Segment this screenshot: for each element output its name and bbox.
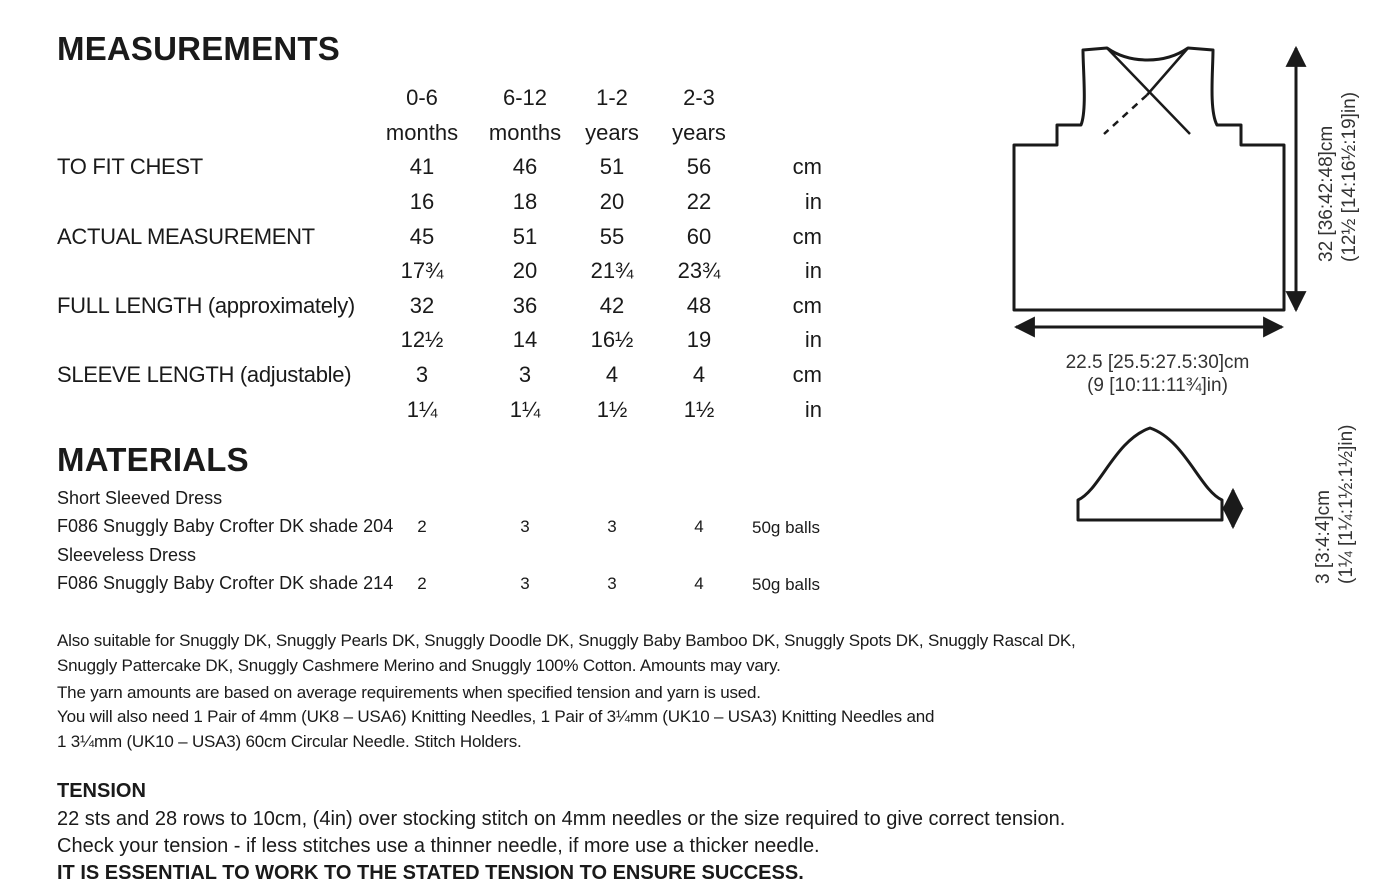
cell-unit: cm	[792, 224, 822, 249]
cell-value: 1¼	[406, 397, 438, 422]
cell-value: 1½	[596, 397, 628, 422]
body-length-label	[1316, 92, 1362, 262]
dress-body-outline	[1014, 48, 1284, 310]
cell-value: 41	[409, 154, 435, 179]
body-width-cm: 22.5 [25.5:27.5:30]cm	[1065, 352, 1250, 373]
material-label: Short Sleeved Dress	[57, 488, 223, 508]
sleeve-length-cm: 3 [3:4:4]cm	[1313, 490, 1334, 584]
body-width-label	[1040, 352, 1275, 398]
row-label: TO FIT CHEST	[57, 154, 203, 179]
cell-value: 36	[512, 293, 538, 318]
note-line: Snuggly Pattercake DK, Snuggly Cashmere Merino and Snuggly 100% Cotton. Amounts may vary.	[57, 656, 781, 675]
tension-emphasis: IT IS ESSENTIAL TO WORK TO THE STATED TENSION TO ENSURE SUCCESS.	[57, 862, 804, 884]
note-line: The yarn amounts are based on average requirements when specified tension and yarn is used.	[57, 683, 761, 702]
cell-value: 45	[409, 224, 435, 249]
cell-value: 16½	[590, 327, 634, 352]
neck-crossover-line	[1147, 48, 1188, 95]
material-label: F086 Snuggly Baby Crofter DK shade 214	[57, 573, 394, 593]
note-line: Also suitable for Snuggly DK, Snuggly Pearls DK, Snuggly Doodle DK, Snuggly Baby Bamboo DK, Snuggly Spots DK, Snuggly Rascal DK,	[57, 631, 1076, 650]
cell-unit: in	[804, 189, 822, 214]
measurements-heading: MEASUREMENTS	[57, 30, 340, 67]
cell-value: 20	[599, 189, 625, 214]
row-label: FULL LENGTH (approximately)	[57, 293, 355, 318]
cell-value: 16	[409, 189, 435, 214]
cell-unit: cm	[792, 362, 822, 387]
size-header-bottom: years	[585, 120, 639, 145]
material-qty: 4	[694, 574, 704, 593]
cell-value: 42	[599, 293, 625, 318]
size-header-top: 6-12	[502, 85, 548, 110]
cell-unit: cm	[792, 154, 822, 179]
material-label: Sleeveless Dress	[57, 545, 197, 565]
row-label: SLEEVE LENGTH (adjustable)	[57, 362, 352, 387]
cell-value: 51	[599, 154, 625, 179]
cell-value: 23¾	[677, 258, 721, 283]
cell-unit: in	[804, 327, 822, 352]
size-header-bottom: months	[488, 120, 562, 145]
neck-crossover-dashed	[1104, 95, 1147, 134]
material-unit: 50g balls	[752, 518, 821, 537]
cell-value: 14	[512, 327, 538, 352]
material-qty: 2	[417, 517, 427, 536]
cell-unit: in	[804, 397, 822, 422]
cell-value: 48	[686, 293, 712, 318]
note-line: You will also need 1 Pair of 4mm (UK8 – USA6) Knitting Needles, 1 Pair of 3¼mm (UK10 – USA3) Knitting Needles and	[57, 707, 935, 726]
body-width-in: (9 [10:11:11¾]in)	[1087, 374, 1228, 396]
cell-value: 51	[512, 224, 538, 249]
cell-value: 1¼	[509, 397, 541, 422]
material-qty: 3	[520, 517, 530, 536]
size-header-top: 2-3	[683, 85, 715, 110]
cell-unit: in	[804, 258, 822, 283]
material-qty: 4	[694, 517, 704, 536]
cell-value: 60	[686, 224, 712, 249]
cell-value: 18	[512, 189, 538, 214]
cell-value: 19	[686, 327, 712, 352]
cell-unit: cm	[792, 293, 822, 318]
cell-value: 1½	[683, 397, 715, 422]
size-header-bottom: months	[385, 120, 459, 145]
cell-value: 46	[512, 154, 538, 179]
cell-value: 3	[518, 362, 532, 387]
size-header-top: 0-6	[406, 85, 438, 110]
material-unit: 50g balls	[752, 575, 821, 594]
cell-value: 56	[686, 154, 712, 179]
material-qty: 3	[607, 574, 617, 593]
cell-value: 32	[409, 293, 435, 318]
row-label: ACTUAL MEASUREMENT	[57, 224, 315, 249]
cell-value: 3	[415, 362, 429, 387]
body-length-in: (12½ [14:16½:19]in)	[1338, 91, 1360, 262]
materials-heading: MATERIALS	[57, 441, 249, 478]
cell-value: 17¾	[400, 258, 444, 283]
cell-value: 4	[692, 362, 706, 387]
sleeve-outline	[1078, 428, 1222, 520]
note-line: 1 3¼mm (UK10 – USA3) 60cm Circular Needle. Stitch Holders.	[57, 732, 522, 751]
cell-value: 20	[512, 258, 538, 283]
body-length-cm: 32 [36:42:48]cm	[1316, 125, 1337, 262]
cell-value: 22	[686, 189, 712, 214]
material-label: F086 Snuggly Baby Crofter DK shade 204	[57, 516, 394, 536]
size-header-bottom: years	[672, 120, 726, 145]
material-qty: 2	[417, 574, 427, 593]
tension-line: 22 sts and 28 rows to 10cm, (4in) over stocking stitch on 4mm needles or the size required to give correct tension.	[57, 808, 1066, 830]
material-qty: 3	[520, 574, 530, 593]
sleeve-length-label	[1313, 425, 1359, 585]
cell-value: 21¾	[590, 258, 634, 283]
size-header-top: 1-2	[596, 85, 628, 110]
material-qty: 3	[607, 517, 617, 536]
tension-line: Check your tension - if less stitches use a thinner needle, if more use a thicker needle.	[57, 835, 820, 857]
cell-value: 4	[605, 362, 619, 387]
sleeve-length-in: (1¼ [1¼:1½:1½]in)	[1335, 424, 1357, 584]
tension-heading: TENSION	[57, 780, 146, 802]
cell-value: 12½	[400, 327, 444, 352]
cell-value: 55	[599, 224, 625, 249]
